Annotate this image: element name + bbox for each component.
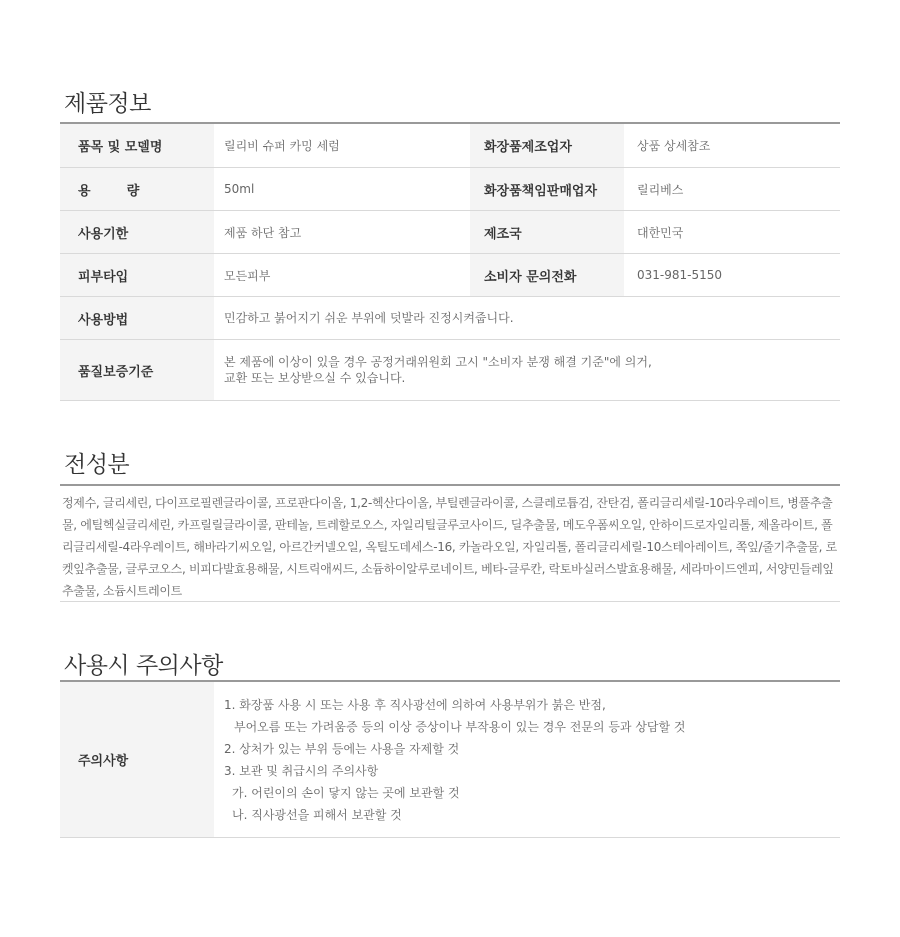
table-row — [60, 168, 840, 211]
model-name-value: 릴리비 슈퍼 카밍 세럼 — [224, 139, 340, 153]
table-row — [60, 211, 840, 254]
caution-line: 나. 직사광선을 피해서 보관할 것 — [232, 808, 402, 822]
caution-body — [214, 682, 840, 837]
manufacturer-label: 화장품제조업자 — [470, 124, 624, 167]
product-info-title: 제품정보 — [64, 91, 151, 117]
ingredients-title: 전성분 — [64, 452, 130, 478]
manufacturer-value: 상품 상세참조 — [637, 139, 711, 153]
caution-line: 가. 어린이의 손이 닿지 않는 곳에 보관할 것 — [232, 786, 460, 800]
usage-value: 민감하고 붉어지기 쉬운 부위에 덧발라 진정시켜줍니다. — [224, 311, 514, 325]
volume-value: 50ml — [224, 182, 255, 196]
ingredients-text: 정제수, 글리세린, 다이프로필렌글라이콜, 프로판다이올, 1,2-헥산다이올, 부틸렌글라이콜, 스클레로튬검, 잔탄검, 폴리글리세릴-10라우레이트, 병풀추출물, 에틸헥실글리세린, 카프릴릴글라이콜, 판테놀, 트레할로오스, 자일리틸글루코사이드, 딜추출물, 메도우폼씨오일, 안하이드로자일리톨, 제올라이트, 폴리글리세릴-4라우레이트, 해바라기씨오일, 아르간커넬오일, 옥틸도데세스-16, 카놀라오일, 자일리톨, 폴리글리세릴-10스테아레이트, 쪽잎/줄기추출물, 로켓잎추출물, 글루코오스, 비피다발효용해물, 시트릭애씨드, 소듐하이알루로네이트, 베타-글루칸, 락토바실러스발효용해물, 세라마이드엔피, 서양민들레잎추출물, 소듐시트레이트 — [60, 484, 840, 602]
volume-label: 용 량 — [60, 168, 214, 210]
caution-line: 1. 화장품 사용 시 또는 사용 후 직사광선에 의하여 사용부위가 붉은 반점, — [224, 698, 606, 712]
skin-type-value: 모든피부 — [224, 268, 271, 283]
seller-value: 릴리베스 — [637, 182, 684, 197]
caution-label: 주의사항 — [60, 682, 214, 837]
caution-line: 3. 보관 및 취급시의 주의사항 — [224, 764, 379, 778]
contact-label: 소비자 문의전화 — [470, 254, 624, 296]
warranty-line: 본 제품에 이상이 있을 경우 공정거래위원회 고시 "소비자 분쟁 해결 기준"에 의거, — [224, 355, 652, 369]
origin-label: 제조국 — [470, 211, 624, 253]
caution-line: 부어오름 또는 가려움증 등의 이상 증상이나 부작용이 있는 경우 전문의 등과 상담할 것 — [234, 720, 686, 734]
model-name-label: 품목 및 모델명 — [60, 124, 214, 167]
table-row — [60, 340, 840, 401]
warranty-value — [214, 340, 840, 400]
table-row — [60, 254, 840, 297]
contact-phone-value: 031-981-5150 — [637, 268, 723, 282]
warranty-label: 품질보증기준 — [60, 340, 214, 400]
caution-line: 2. 상처가 있는 부위 등에는 사용을 자제할 것 — [224, 742, 460, 756]
seller-label: 화장품책임판매업자 — [470, 168, 624, 210]
skin-type-label: 피부타입 — [60, 254, 214, 296]
caution-table — [60, 680, 840, 838]
expiry-value: 제품 하단 참고 — [224, 225, 302, 240]
table-row — [60, 124, 840, 168]
expiry-label: 사용기한 — [60, 211, 214, 253]
table-row — [60, 297, 840, 340]
usage-label: 사용방법 — [60, 297, 214, 339]
caution-title: 사용시 주의사항 — [64, 653, 223, 679]
origin-value: 대한민국 — [637, 225, 684, 240]
warranty-line: 교환 또는 보상받으실 수 있습니다. — [224, 371, 406, 385]
product-info-table — [60, 122, 840, 401]
